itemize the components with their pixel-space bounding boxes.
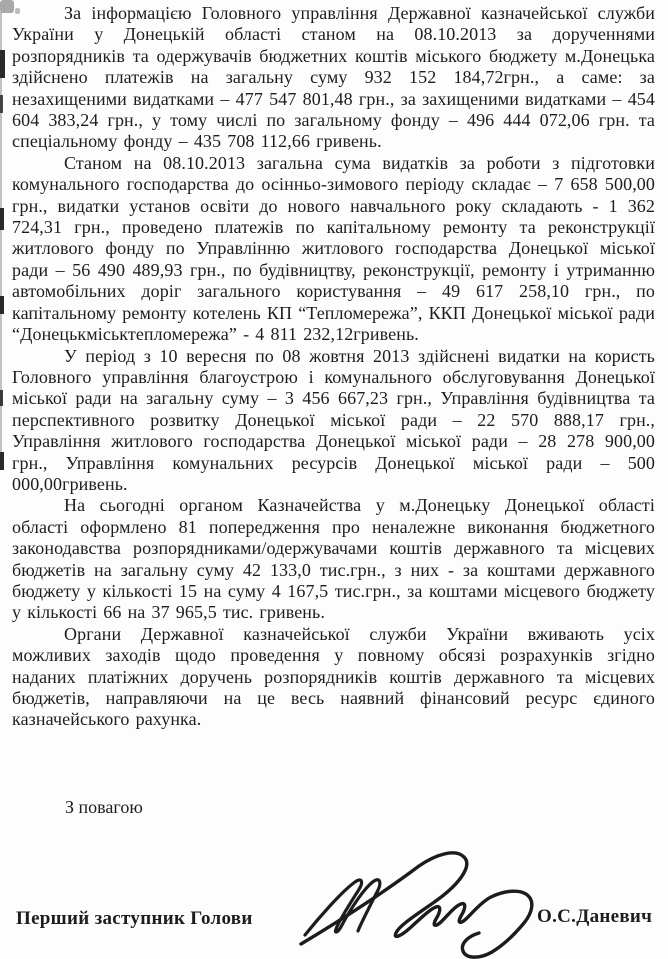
paragraph-utility-preparation: Станом на 08.10.2013 загальна сума видатків за роботи з підготовки комунального господарства до осінньо-зимового періоду складає – 7 658 500,00 грн., видатки установ освіти до нового навчального року складають - 1 362 724,31 грн., проведено платежів по капітальному ремонту та реконструкції житлового фонду по Управлінню житлового господарства Донецької міської ради – 56 490 489,93 грн., по будівництву, реконструкції, ремонту і утриманню автомобільних доріг загального користування – 49 617 258,10 грн., по капітальному ремонту котелень КП “Тепломережа”, ККП Донецької міської ради “Донецькміськтепломережа” - 4 811 232,12гривень. (12, 152, 655, 345)
scan-edge-artifact (0, 452, 4, 470)
scan-edge-artifact (0, 296, 4, 314)
scan-edge-artifact (0, 208, 4, 230)
handwritten-signature-icon (283, 832, 551, 959)
letter-body (12, 3, 655, 731)
paragraph-payments-summary: За інформацією Головного управління Державної казначейської служби України у Донецькій області станом на 08.10.2013 за дорученнями розпорядників та одержувачів бюджетних коштів міського бюджету м.Донецька здійснено платежів на загальну суму 932 152 184,72грн., а саме: за незахищеними видатками – 477 547 801,48 грн., за захищеними видатками – 454 604 383,24 грн., у тому числі по загальному фонду – 496 444 072,06 грн. та спеціальному фонду – 435 708 112,66 гривень. (12, 3, 655, 152)
scan-edge-artifact (0, 95, 3, 113)
paragraph-treasury-measures: Органи Державної казначейської служби України вживають усіх можливих заходів щодо проведення у повному обсязі розрахунків згідно наданих платіжних доручень розпорядників коштів державного та місцевих бюджетів, направляючи на це весь наявний фінансовий ресурс єдиного казначейського рахунка. (12, 623, 655, 730)
scan-edge-artifact (0, 390, 3, 406)
scan-edge-artifact (0, 50, 5, 78)
signer-name: О.С.Даневич (537, 906, 653, 927)
closing-salutation: З повагою (65, 797, 143, 817)
paragraph-period-expenditures: У період з 10 вересня по 08 жовтня 2013 здійснені видатки на користь Головного управління благоустрою і комунального обслуговування Донецької міської ради на загальну суму – 3 456 667,23 грн., Управління будівництва та перспективного розвитку Донецької міської ради – 22 570 888,17 грн., Управління житлового господарства Донецької міської ради – 28 278 900,00 грн., Управління комунальних ресурсів Донецької міської ради – 500 000,00гривень. (12, 345, 655, 494)
paragraph-treasury-warnings: На сьогодні органом Казначейства у м.Донецьку Донецької області області оформлено 81 попередження про неналежне виконання бюджетного законодавства розпорядниками/одержувачами коштів державного та місцевих бюджетів на загальну суму 42 133,0 тис.грн., з них - за коштами державного бюджету у кількості 15 на суму 4 167,5 тис.грн., за коштами місцевого бюджету у кількості 66 на 37 965,5 тис. гривень. (12, 495, 655, 623)
signer-title: Перший заступник Голови (16, 908, 253, 929)
